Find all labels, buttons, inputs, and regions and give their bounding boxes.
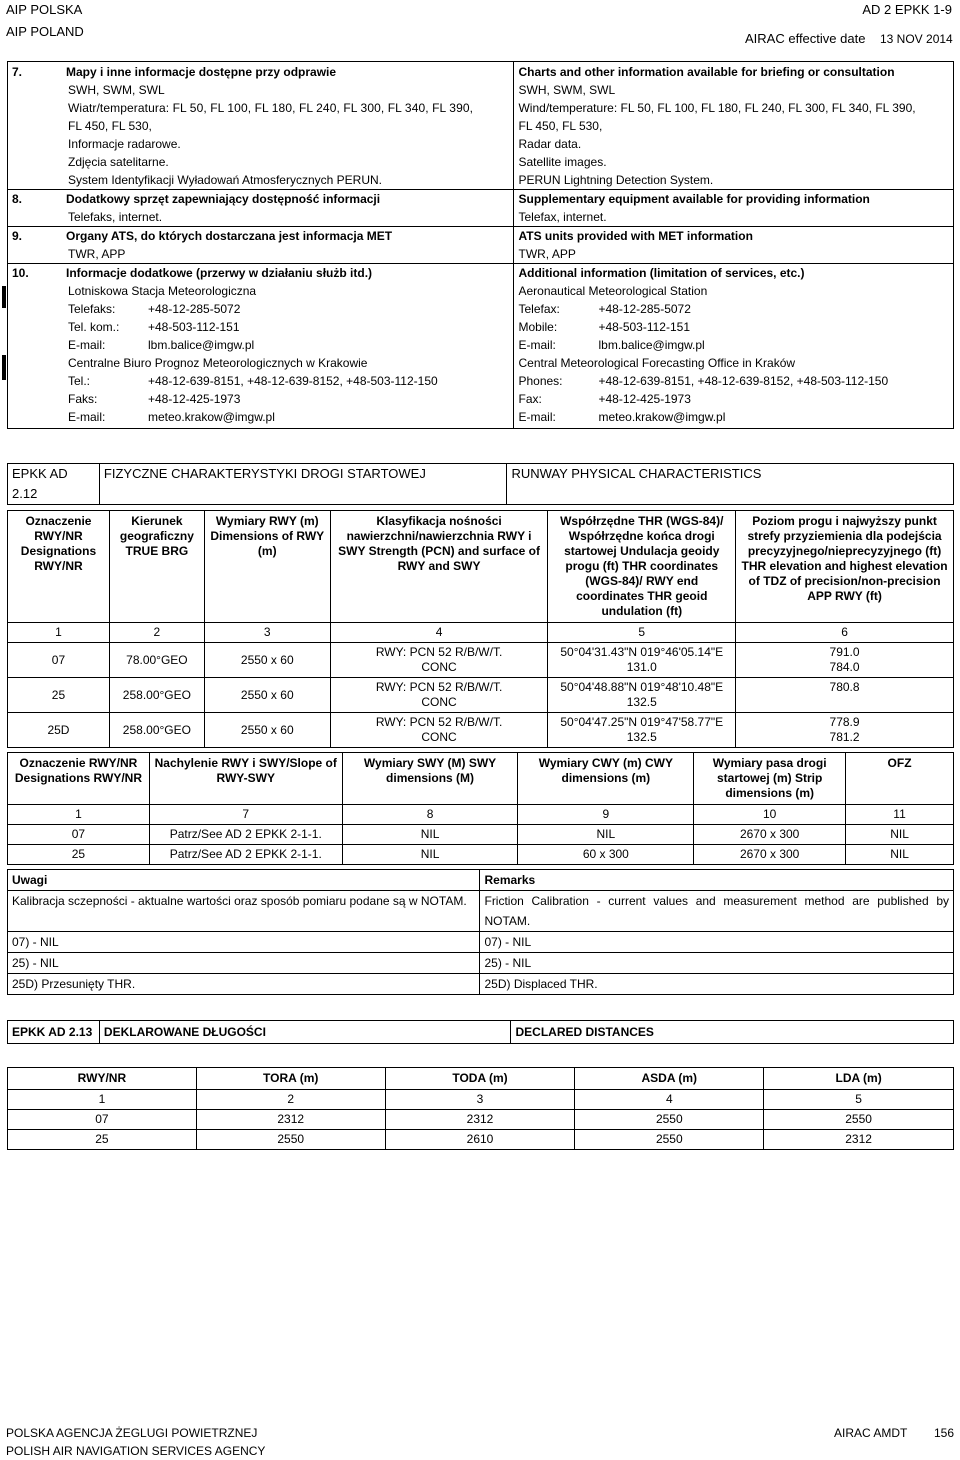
col-number: 3 [204,623,330,643]
pcn: RWY: PCN 52 R/B/W/T. [375,715,503,729]
col-number: 2 [196,1090,385,1110]
col-number: 7 [149,805,342,825]
table-row [8,1110,954,1130]
col-number: 9 [518,805,694,825]
met-9-pl [8,227,514,264]
col-number: 1 [8,1090,197,1110]
contact-value: +48-503-112-151 [148,320,240,334]
remark-en: 07) - NIL [480,932,954,953]
met-7-en [514,62,954,190]
header-page-id: AD 2 EPKK 1-9 [862,2,952,17]
ad212-code: EPKK AD 2.12 [8,464,100,505]
section-8-number: 8. [12,192,23,206]
col-number: 11 [846,805,954,825]
table-cell: 60 x 300 [518,845,694,865]
rwy-designator: 25D [8,713,110,748]
met-9-en-line: TWR, APP [518,247,576,261]
rwy-dimensions: 2550 x 60 [204,713,330,748]
section-10-title-en: Additional information (limitation of services, etc.) [518,266,805,280]
footer-amdt-number: 156 [934,1426,955,1440]
contact-label: Telefax: [518,302,560,316]
col-header: Oznaczenie RWY/NR Designations RWY/NR [8,511,110,623]
table-cell: 2610 [385,1130,575,1150]
footer-left-2: POLISH AIR NAVIGATION SERVICES AGENCY [6,1444,266,1458]
geoid-undulation: 132.5 [626,730,657,744]
met-8-en-line: Telefax, internet. [518,210,607,224]
contact-value: +48-12-285-5072 [148,302,241,316]
table-row [8,1130,954,1150]
remark-pl: 07) - NIL [8,932,480,953]
table-cell: 2670 x 300 [694,845,846,865]
section-9-number: 9. [12,229,23,243]
contact-value: meteo.krakow@imgw.pl [598,410,726,424]
contact-label: E-mail: [68,410,106,424]
contact-value: +48-12-425-1973 [148,392,241,406]
ad213-title-bar [7,1020,954,1044]
table-cell: 07 [8,825,150,845]
table-row [8,891,954,932]
rwy-designator: 07 [8,643,110,678]
tdz-elevation: 781.2 [829,730,860,744]
surface: CONC [421,730,457,744]
col-header: ASDA (m) [575,1068,764,1090]
table-cell: 2312 [764,1130,954,1150]
met-7-pl-line: Wiatr/temperatura: FL 50, FL 100, FL 180, FL 240, FL 300, FL 340, FL 390, [68,101,474,115]
col-header: Klasyfikacja nośności nawierzchni/nawierzchnia RWY i SWY Strength (PCN) and surface of RWY and SWY [330,511,548,623]
col-header: Wymiary pasa drogi startowej (m) Strip dimensions (m) [694,753,846,805]
table-cell: NIL [342,825,518,845]
airac-effective-date: 13 NOV 2014 [880,32,953,46]
table-cell: 2550 [764,1110,954,1130]
contact-value: meteo.krakow@imgw.pl [148,410,275,424]
contact-label: Faks: [68,392,98,406]
thr-elevation: 791.0 [829,645,860,659]
col-number: 5 [548,623,736,643]
section-10-number: 10. [12,266,29,280]
runway-characteristics-table [7,510,954,748]
true-bearing: 258.00°GEO [109,678,204,713]
table-cell: 25 [8,1130,197,1150]
remark-en: Friction Calibration - current values and measurement method are published by NOTAM. [480,891,954,932]
rwy-designator: 25 [8,678,110,713]
col-header: Współrzędne THR (WGS-84)/ Współrzędne końca drogi startowej Undulacja geoidy progu (ft) THR coordinates (WGS-84)/ RWY end coordinates THR geoid undulation (ft) [548,511,736,623]
met-10-en-org2: Central Meteorological Forecasting Office in Kraków [518,356,796,370]
met-7-en-line: Radar data. [518,137,582,151]
table-row [8,825,954,845]
met-10-en [514,264,954,429]
met-9-pl-line: TWR, APP [68,247,126,261]
thr-coordinates: 50°04'47.25"N 019°47'58.77"E [560,715,724,729]
met-7-pl-line: System Identyfikacji Wyładowań Atmosferycznych PERUN. [68,173,382,187]
ad213-title-pl: DEKLAROWANE DŁUGOŚCI [99,1021,511,1044]
met-7-en-line: Wind/temperature: FL 50, FL 100, FL 180, FL 240, FL 300, FL 340, FL 390, [518,101,916,115]
contact-label: Mobile: [518,320,558,334]
table-cell: 2312 [196,1110,385,1130]
thr-coordinates: 50°04'31.43"N 019°46'05.14"E [560,645,724,659]
table-cell: 2550 [575,1130,764,1150]
header-left-2: AIP POLAND [6,24,84,39]
ad212-title-en: RUNWAY PHYSICAL CHARACTERISTICS [507,464,954,505]
section-7-title-en: Charts and other information available for briefing or consultation [518,65,895,79]
contact-label: Tel.: [68,374,91,388]
table-cell: 25 [8,845,150,865]
ad212-title-bar [7,463,954,505]
section-7-title-pl: Mapy i inne informacje dostępne przy odprawie [66,65,337,79]
table-cell: 2550 [196,1130,385,1150]
contact-value: +48-12-425-1973 [598,392,691,406]
contact-value: lbm.balice@imgw.pl [598,338,705,352]
ad213-code: EPKK AD 2.13 [8,1021,100,1044]
surface: CONC [421,695,457,709]
remark-en: 25) - NIL [480,953,954,974]
col-header: Wymiary RWY (m) Dimensions of RWY (m) [204,511,330,623]
contact-label: Telefaks: [68,302,116,316]
table-cell: NIL [846,845,954,865]
true-bearing: 258.00°GEO [109,713,204,748]
contact-label: E-mail: [518,338,556,352]
amendment-bar [2,355,6,380]
thr-elevation: 780.8 [829,680,860,694]
met-8-pl-line: Telefaks, internet. [68,210,163,224]
footer-amdt-label: AIRAC AMDT [834,1426,908,1440]
contact-label: Fax: [518,392,542,406]
col-header: Poziom progu i najwyższy punkt strefy przyziemienia dla podejścia precyzyjnego/nieprecyzyjnego (ft) THR elevation and highest elevation of TDZ of precision/non-precision APP RWY (ft) [736,511,954,623]
amendment-bar [2,286,6,308]
contact-value: +48-12-639-8151, +48-12-639-8152, +48-503-112-150 [148,374,438,388]
section-8-title-pl: Dodatkowy sprzęt zapewniający dostępność informacji [66,192,381,206]
met-7-pl-line: Zdjęcia satelitarne. [68,155,169,169]
airac-effective-label: AIRAC effective date [745,31,866,46]
ad213-title-en: DECLARED DISTANCES [511,1021,954,1044]
met-8-pl [8,190,514,227]
col-header: OFZ [846,753,954,805]
rwy-dimensions: 2550 x 60 [204,678,330,713]
table-cell: 2670 x 300 [694,825,846,845]
met-7-en-line: SWH, SWM, SWL [518,83,616,97]
col-number: 4 [330,623,548,643]
footer-left-1: POLSKA AGENCJA ŻEGLUGI POWIETRZNEJ [6,1426,258,1440]
met-7-pl-line: Informacje radarowe. [68,137,181,151]
met-10-pl-org1: Lotniskowa Stacja Meteorologiczna [68,284,257,298]
col-number: 1 [8,805,150,825]
met-7-en-line: FL 450, FL 530, [518,119,603,133]
contact-value: +48-12-285-5072 [598,302,691,316]
contact-label: E-mail: [518,410,556,424]
surface: CONC [421,660,457,674]
col-number: 5 [764,1090,954,1110]
table-row [8,845,954,865]
tdz-elevation: 784.0 [829,660,860,674]
table-cell: NIL [518,825,694,845]
met-9-en [514,227,954,264]
met-10-en-org1: Aeronautical Meteorological Station [518,284,708,298]
met-7-pl-line: SWH, SWM, SWL [68,83,165,97]
tdz-elevation [739,695,950,710]
contact-value: lbm.balice@imgw.pl [148,338,255,352]
col-header: TORA (m) [196,1068,385,1090]
remark-en: 25D) Displaced THR. [480,974,954,995]
table-cell: Patrz/See AD 2 EPKK 2-1-1. [149,825,342,845]
table-cell: 2550 [575,1110,764,1130]
col-header: Nachylenie RWY i SWY/Slope of RWY-SWY [149,753,342,805]
runway-slope-table [7,752,954,865]
remarks-header-en: Remarks [480,870,954,891]
col-number: 3 [385,1090,575,1110]
remark-pl: Kalibracja sczepności - aktualne wartości oraz sposób pomiaru podane są w NOTAM. [8,891,480,932]
col-number: 4 [575,1090,764,1110]
thr-elevation: 778.9 [829,715,860,729]
table-cell: Patrz/See AD 2 EPKK 2-1-1. [149,845,342,865]
ad212-title-pl: FIZYCZNE CHARAKTERYSTYKI DROGI STARTOWEJ [99,464,507,505]
table-cell: NIL [846,825,954,845]
table-cell: NIL [342,845,518,865]
section-9-title-pl: Organy ATS, do których dostarczana jest informacja MET [66,229,393,243]
met-8-en [514,190,954,227]
col-number: 6 [736,623,954,643]
col-header: Kierunek geograficzny TRUE BRG [109,511,204,623]
contact-value: +48-503-112-151 [598,320,691,334]
remarks-header-pl: Uwagi [8,870,480,891]
met-info-table [7,61,954,429]
col-header: TODA (m) [385,1068,575,1090]
remark-pl: 25) - NIL [8,953,480,974]
true-bearing: 78.00°GEO [109,643,204,678]
col-number: 10 [694,805,846,825]
rwy-dimensions: 2550 x 60 [204,643,330,678]
met-7-en-line: PERUN Lightning Detection System. [518,173,714,187]
section-10-title-pl: Informacje dodatkowe (przerwy w działaniu służb itd.) [66,266,373,280]
col-header: Wymiary CWY (m) CWY dimensions (m) [518,753,694,805]
contact-value: +48-12-639-8151, +48-12-639-8152, +48-503-112-150 [598,374,889,388]
col-header: Wymiary SWY (M) SWY dimensions (M) [342,753,518,805]
thr-coordinates: 50°04'48.88"N 019°48'10.48"E [560,680,724,694]
section-7-number: 7. [12,65,23,79]
col-header: Oznaczenie RWY/NR Designations RWY/NR [8,753,150,805]
section-9-title-en: ATS units provided with MET information [518,229,753,243]
col-number: 2 [109,623,204,643]
col-number: 1 [8,623,110,643]
header-left-1: AIP POLSKA [6,2,83,17]
remarks-table [7,869,954,995]
table-cell: 2312 [385,1110,575,1130]
met-7-pl-line: FL 450, FL 530, [68,119,152,133]
col-number: 8 [342,805,518,825]
table-cell: 07 [8,1110,197,1130]
table-row [8,953,954,974]
section-8-title-en: Supplementary equipment available for providing information [518,192,870,206]
contact-label: E-mail: [68,338,106,352]
met-7-en-line: Satellite images. [518,155,607,169]
contact-label: Tel. kom.: [68,320,120,334]
met-10-pl [8,264,514,429]
pcn: RWY: PCN 52 R/B/W/T. [375,680,503,694]
met-7-pl [8,62,514,190]
remark-pl: 25D) Przesunięty THR. [8,974,480,995]
geoid-undulation: 132.5 [626,695,657,709]
geoid-undulation: 131.0 [626,660,657,674]
table-row [8,932,954,953]
col-header: LDA (m) [764,1068,954,1090]
table-row [8,643,954,678]
met-10-pl-org2: Centralne Biuro Prognoz Meteorologicznych w Krakowie [68,356,368,370]
table-row [8,713,954,748]
pcn: RWY: PCN 52 R/B/W/T. [375,645,503,659]
table-row [8,974,954,995]
table-row [8,678,954,713]
declared-distances-table [7,1067,954,1150]
contact-label: Phones: [518,374,563,388]
col-header: RWY/NR [8,1068,197,1090]
